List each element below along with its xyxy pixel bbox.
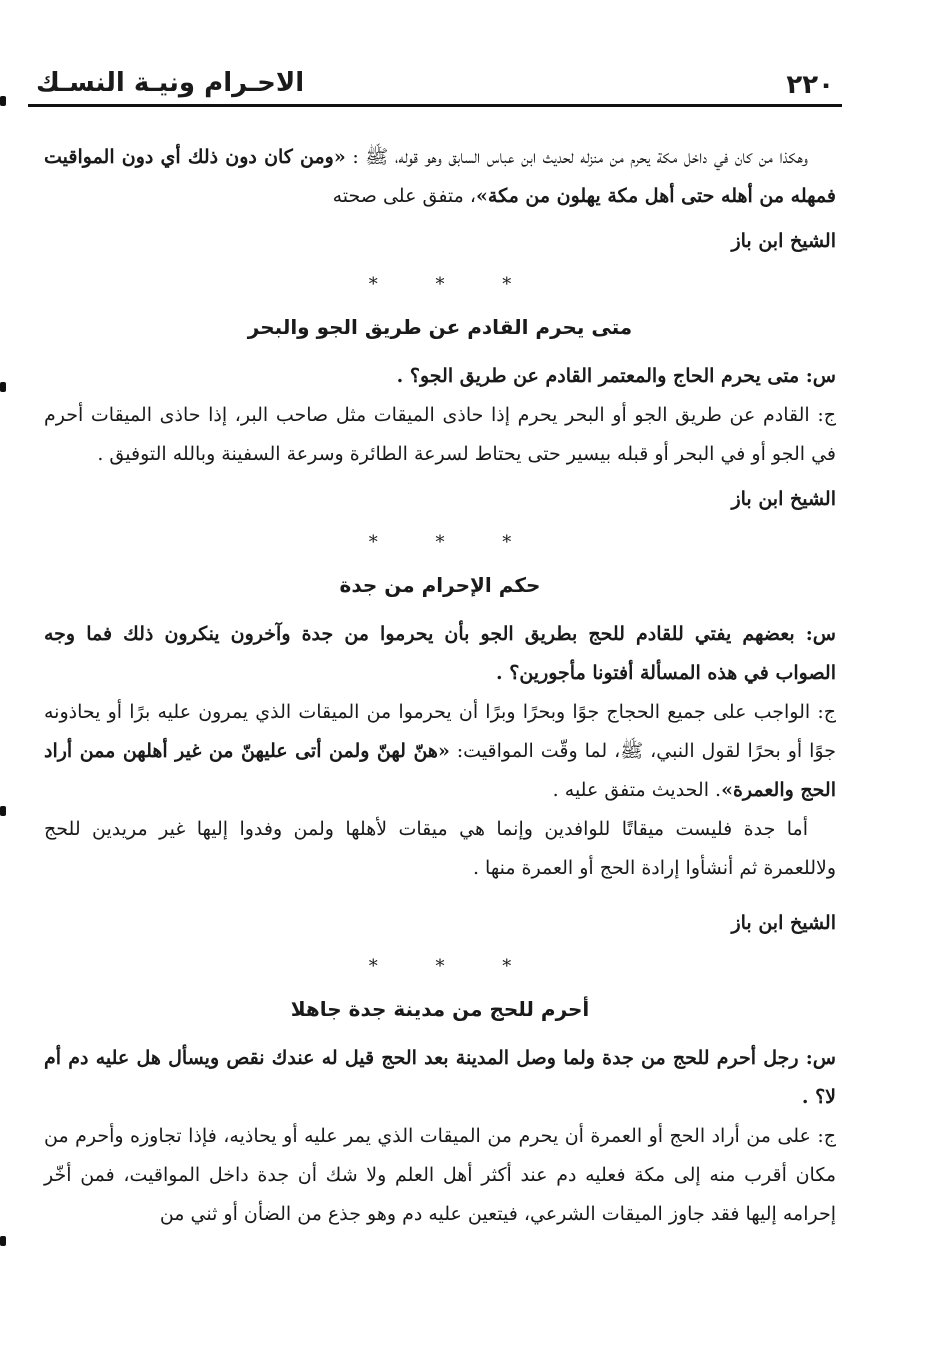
section3-answer-plain1: ج: الواجب على جميع الحجاج جوًا وبحرًا وبرًا أن يحرموا من الميقات الذي يمرون عليه برًا أو يحاذونه جوًا أو بحرًا لقول النبي، ﷺ، لما وقّت المواقيت: bbox=[44, 701, 836, 762]
section3-signature: الشيخ ابن باز bbox=[731, 912, 836, 934]
section3-answer bbox=[44, 693, 836, 810]
scan-edge-mark bbox=[0, 96, 6, 106]
header-rule bbox=[28, 104, 842, 107]
section1-paragraph bbox=[44, 138, 836, 216]
running-title: الاحـرام ونيـة النسـك bbox=[36, 68, 305, 98]
section1-signature: الشيخ ابن باز bbox=[731, 230, 836, 252]
section3-hadith-quote: «هنّ لهنّ ولمن أتى عليهنّ من غير أهلهن ممن أراد الحج والعمرة» bbox=[44, 740, 836, 801]
section1-hadith-quote: «ومن كان دون ذلك أي دون المواقيت فمهله من أهله حتى أهل مكة يهلون من مكة» bbox=[44, 146, 836, 207]
scan-edge-mark bbox=[0, 382, 6, 392]
section3-question: س: بعضهم يفتي للقادم للحج بطريق الجو بأن يحرموا من جدة وآخرون ينكرون ذلك فما وجه الصواب في هذه المسألة أفتونا مأجورين؟ . bbox=[44, 623, 836, 684]
separator-2: * * * bbox=[368, 532, 538, 553]
section2-title: متى يحرم القادم عن طريق الجو والبحر bbox=[247, 315, 633, 339]
section2-signature: الشيخ ابن باز bbox=[731, 488, 836, 510]
section2-answer: ج: القادم عن طريق الجو أو البحر يحرم إذا حاذى الميقات مثل صاحب البر، إذا حاذى الميقات أحرم في الجو أو في البحر أو قبله بيسير حتى يحتاط لسرعة الطائرة وسرعة السفينة وبالله التوفيق . bbox=[44, 404, 836, 465]
page-body bbox=[44, 138, 836, 1234]
section1-text-plain1: وهكذا من كان في داخل مكة يحرم من منزله لحديث ابن عباس السابق وهو قوله، ﷺ : bbox=[345, 146, 808, 168]
section3-answer-plain2: . الحديث متفق عليه . bbox=[552, 779, 722, 801]
scan-edge-mark bbox=[0, 806, 6, 816]
section3-title: حكم الإحرام من جدة bbox=[339, 573, 541, 597]
separator-1: * * * bbox=[368, 274, 538, 295]
separator-3: * * * bbox=[368, 956, 538, 977]
section4-question: س: رجل أحرم للحج من جدة ولما وصل المدينة بعد الحج قيل له عندك نقص ويسأل هل عليه دم أم لا؟ . bbox=[44, 1047, 836, 1108]
section4-title: أحرم للحج من مدينة جدة جاهلا bbox=[290, 997, 590, 1021]
page-header bbox=[28, 66, 842, 104]
scan-edge-mark bbox=[0, 1236, 6, 1246]
page-number: ٢٢٠ bbox=[786, 70, 834, 100]
section2-question: س: متى يحرم الحاج والمعتمر القادم عن طريق الجو؟ . bbox=[396, 365, 836, 387]
section3-paragraph2: أما جدة فليست ميقاتًا للوافدين وإنما هي ميقات لأهلها ولمن وفدوا إليها غير مريدين للحج ولاللعمرة ثم أنشأوا إرادة الحج أو العمرة منها . bbox=[44, 818, 836, 879]
section4-answer: ج: على من أراد الحج أو العمرة أن يحرم من الميقات الذي يمر عليه أو يحاذيه، فإذا تجاوزه وأحرم من مكان أقرب منه إلى مكة فعليه دم عند أكثر أهل العلم ولا شك أن جدة داخل المواقيت، فمن أخّر إحرامه إليها فقد جاوز الميقات الشرعي، فيتعين عليه دم وهو جذع من الضأن أو ثني من bbox=[44, 1125, 836, 1225]
section1-text-plain2: ، متفق على صحته bbox=[332, 185, 477, 207]
